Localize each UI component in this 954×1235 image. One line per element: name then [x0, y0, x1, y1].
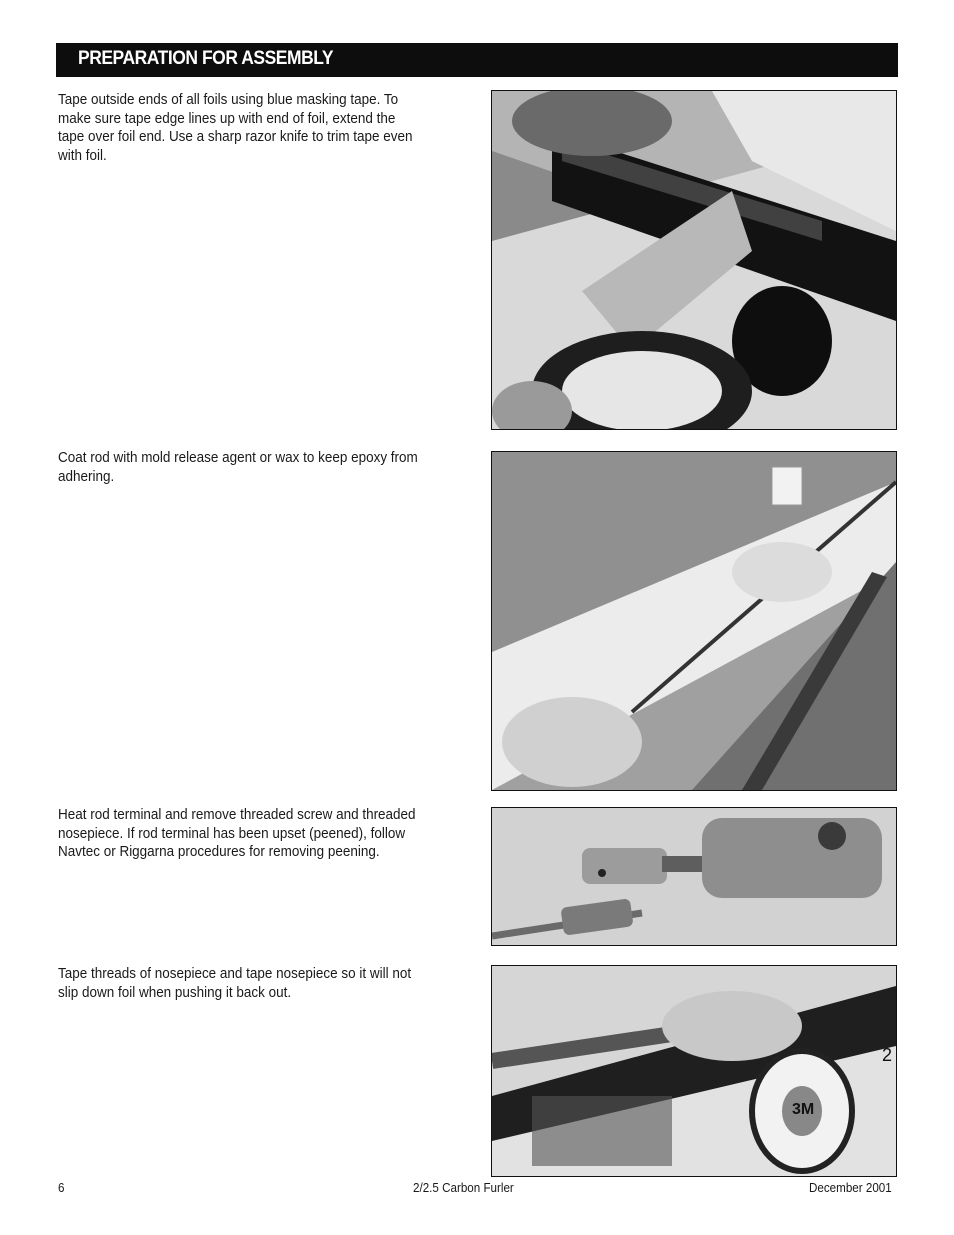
section-title: PREPARATION FOR ASSEMBLY	[78, 48, 334, 69]
photo-taping-foil-end	[491, 90, 897, 430]
step-2-text: Coat rod with mold release agent or wax to keep epoxy from adhering.	[58, 450, 418, 485]
section-header	[56, 43, 898, 77]
document-date: December 2001	[809, 1181, 892, 1195]
step-4-text: Tape threads of nosepiece and tape nosepiece so it will not slip down foil when pushing it back out.	[58, 966, 412, 1001]
photo-taped-nosepiece	[491, 965, 897, 1177]
ruler-mark: 2	[882, 1045, 893, 1065]
step-3-text: Heat rod terminal and remove threaded screw and threaded nosepiece. If rod terminal has been upset (peened), follow Navtec or Riggarna procedures for removing peening.	[58, 807, 416, 860]
document-title: 2/2.5 Carbon Furler	[413, 1181, 514, 1195]
photo-rod-terminal	[491, 807, 897, 946]
photo-coating-rod	[491, 451, 897, 791]
tape-brand-label: 3M	[792, 1101, 815, 1118]
page-number: 6	[58, 1181, 65, 1195]
step-1-text: Tape outside ends of all foils using blue masking tape. To make sure tape edge lines up with end of foil, extend the tape over foil end. Use a sharp razor knife to trim tape even with foil.	[58, 92, 413, 164]
